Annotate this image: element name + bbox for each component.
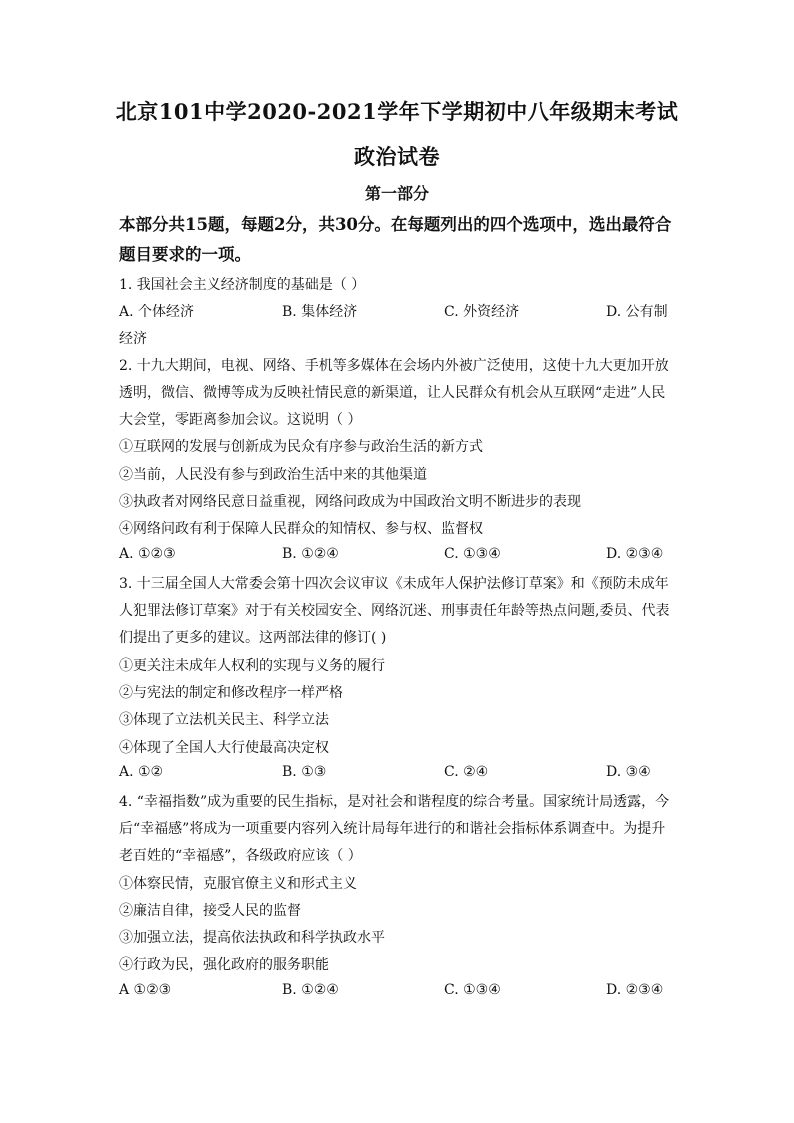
section-heading: 第一部分 [364,184,429,203]
question-stem: 1. 我国社会主义经济制度的基础是（ ） [119,277,366,293]
option-d: D. 公有制 [606,304,668,320]
statement-item: ②廉洁自律，接受人民的监督 [119,903,301,919]
option-a: A. ①②③ [119,546,176,562]
exam-title: 北京101中学2020-2021学年下学期初中八年级期末考试 [115,99,679,124]
statement-item: ③加强立法，提高依法执政和科学执政水平 [119,930,385,946]
statement-item: ②与宪法的制定和修改程序一样严格 [119,685,343,701]
statement-item: ④网络问政有利于保障人民群众的知情权、参与权、监督权 [119,521,483,537]
option-a: A. 个体经济 [119,304,195,320]
option-a: A. ①② [119,764,164,780]
question-stem: 4. “幸福指数”成为重要的民生指标，是对社会和谐程度的综合考量。国家统计局透露，今 [119,794,670,810]
option-d: D. ②③④ [606,982,664,998]
option-c: C. 外资经济 [444,304,520,320]
question-stem: 人犯罪法修订草案》对于有关校园安全、网络沉迷、刑事责任年龄等热点问题,委员、代表 [119,603,670,619]
statement-item: ③执政者对网络民意日益重视，网络问政成为中国政治文明不断进步的表现 [119,494,581,510]
statement-item: ④行政为民，强化政府的服务职能 [119,957,329,973]
instruction-line: 本部分共15题，每题2分，共30分。在每题列出的四个选项中，选出最符合 [119,215,672,234]
question-stem: 们提出了更多的建议。这两部法律的修订( ) [119,630,387,646]
question-stem: 大会堂，零距离参加会议。这说明（ ） [119,412,362,428]
instruction-line: 题目要求的一项。 [119,245,251,264]
option-d: D. ③④ [606,764,651,780]
exam-subtitle: 政治试卷 [354,144,440,169]
option-wrap: 经济 [119,331,147,347]
option-b: B. 集体经济 [282,304,358,320]
statement-item: ③体现了立法机关民主、科学立法 [119,712,329,728]
option-b: B. ①③ [282,764,327,780]
statement-item: ①体察民情，克服官僚主义和形式主义 [119,876,357,892]
question-stem: 3. 十三届全国人大常委会第十四次会议审议《未成年人保护法修订草案》和《预防未成年 [119,576,669,592]
option-c: C. ①③④ [444,546,501,562]
statement-item: ①更关注未成年人权利的实现与义务的履行 [119,658,385,674]
option-a: A ①②③ [119,982,172,998]
option-c: C. ②④ [444,764,489,780]
statement-item: ④体现了全国人大行使最高决定权 [119,740,329,756]
statement-item: ②当前，人民没有参与到政治生活中来的其他渠道 [119,467,427,483]
option-c: C. ①③④ [444,982,501,998]
option-d: D. ②③④ [606,546,664,562]
option-b: B. ①②④ [282,546,339,562]
question-stem: 后“幸福感”将成为一项重要内容列入统计局每年进行的和谐社会指标体系调查中。为提升 [119,821,666,837]
question-stem: 2. 十九大期间，电视、网络、手机等多媒体在会场内外被广泛使用，这使十九大更加开放 [119,358,669,374]
question-stem: 老百姓的“幸福感”，各级政府应该（ ） [119,848,362,864]
statement-item: ①互联网的发展与创新成为民众有序参与政治生活的新方式 [119,439,483,455]
option-b: B. ①②④ [282,982,339,998]
question-stem: 透明，微信、微博等成为反映社情民意的新渠道，让人民群众有机会从互联网“走进”人民 [119,385,666,401]
